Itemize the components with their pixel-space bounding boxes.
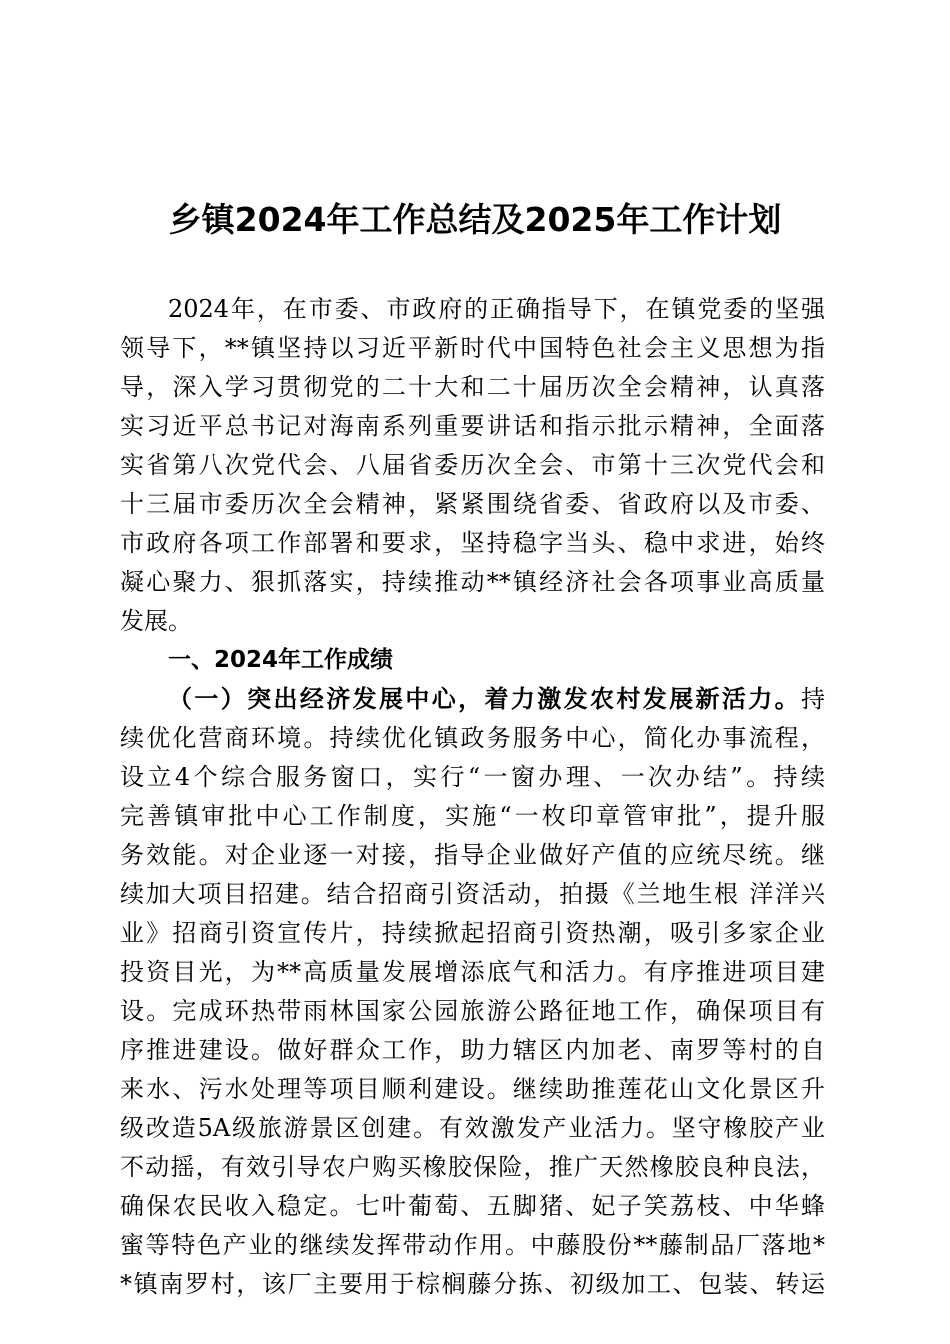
subsection-line: 来水、污水处理等项目顺利建设。继续助推莲花山文化景区升: [120, 1075, 825, 1103]
intro-line: 2024年，在市委、市政府的正确指导下，在镇党委的坚强: [168, 295, 825, 323]
subsection-line: 续优化营商环境。持续优化镇政务服务中心，简化办事流程，: [120, 724, 825, 752]
intro-line: 实省第八次党代会、八届省委历次全会、市第十三次党代会和: [120, 451, 825, 479]
document-title: 乡镇2024年工作总结及2025年工作计划: [168, 200, 782, 239]
intro-line: 凝心聚力、狠抓落实，持续推动**镇经济社会各项事业高质量: [120, 568, 825, 596]
subsection-line: 投资目光，为**高质量发展增添底气和活力。有序推进项目建: [120, 958, 825, 986]
subsection-line: 设立4个综合服务窗口，实行“一窗办理、一次办结”。持续: [120, 763, 825, 791]
subsection-first-line: [120, 680, 825, 719]
subsection-line: 确保农民收入稳定。七叶葡萄、五脚猪、妃子笑荔枝、中华蜂: [120, 1192, 825, 1220]
intro-line: 实习近平总书记对海南系列重要讲话和指示批示精神，全面落: [120, 412, 825, 440]
subsection-line: 序推进建设。做好群众工作，助力辖区内加老、南罗等村的自: [120, 1036, 825, 1064]
subsection-line: 务效能。对企业逐一对接，指导企业做好产值的应统尽统。继: [120, 841, 825, 869]
subsection-first-rest: 持: [801, 685, 825, 713]
document-body: [120, 290, 825, 1304]
subsection-line: 蜜等特色产业的继续发挥带动作用。中藤股份**藤制品厂落地*: [120, 1231, 825, 1259]
subsection-line: 续加大项目招建。结合招商引资活动，拍摄《兰地生根 洋洋兴: [120, 880, 825, 908]
intro-line: 领导下，**镇坚持以习近平新时代中国特色社会主义思想为指: [120, 334, 825, 362]
subsection-line: 不动摇，有效引导农户购买橡胶保险，推广天然橡胶良种良法，: [120, 1153, 825, 1181]
intro-line: 发展。: [120, 607, 192, 635]
subsection-line: *镇南罗村，该厂主要用于棕榈藤分拣、初级加工、包装、转运: [120, 1270, 825, 1298]
intro-line: 十三届市委历次全会精神，紧紧围绕省委、省政府以及市委、: [120, 490, 825, 518]
subsection-lead: （一）突出经济发展中心，着力激发农村发展新活力。: [168, 685, 801, 713]
section-heading: 一、2024年工作成绩: [168, 647, 394, 673]
intro-line: 导，深入学习贯彻党的二十大和二十届历次全会精神，认真落: [120, 373, 825, 401]
intro-line: 市政府各项工作部署和要求，坚持稳字当头、稳中求进，始终: [120, 529, 825, 557]
subsection-line: 业》招商引资宣传片，持续掀起招商引资热潮，吸引多家企业: [120, 919, 825, 947]
subsection-line: 完善镇审批中心工作制度，实施“一枚印章管审批”，提升服: [120, 802, 825, 830]
subsection-line: 设。完成环热带雨林国家公园旅游公路征地工作，确保项目有: [120, 997, 825, 1025]
subsection-line: 级改造5A级旅游景区创建。有效激发产业活力。坚守橡胶产业: [120, 1114, 825, 1142]
